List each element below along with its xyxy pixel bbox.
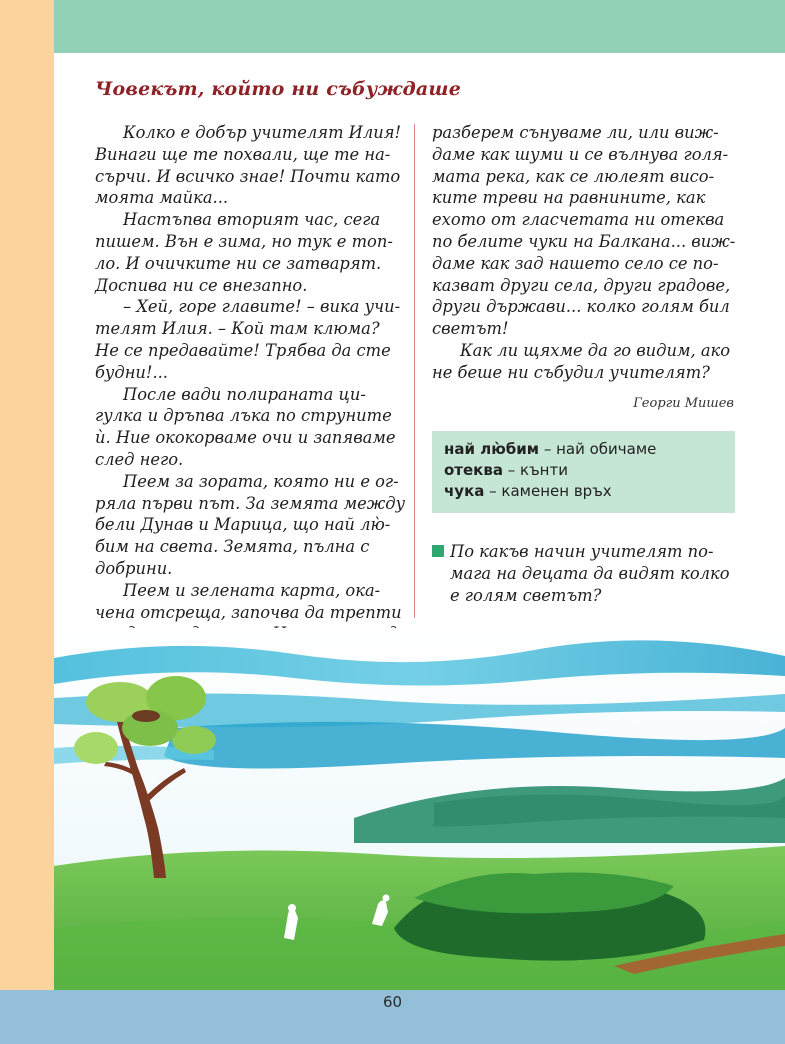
text-line: ряла първи път. За земята между	[95, 493, 406, 513]
text-line: даме как шуми и се вълнува голя-	[432, 144, 729, 164]
question-block	[432, 541, 735, 606]
text-line: моята майка...	[95, 188, 229, 208]
text-line: светът!	[432, 319, 509, 339]
text-line: гулка и дръпва лъка по струните	[95, 406, 392, 426]
text-line: по белите чуки на Балкана... виж-	[432, 231, 736, 251]
question-line: е голям светът?	[450, 585, 602, 605]
column-divider	[414, 124, 415, 618]
text-line: ло. И очичките ни се затварят.	[95, 253, 382, 273]
glossary-entry	[444, 481, 723, 502]
text-line: чена отсреща, започва да трепти	[95, 602, 402, 622]
text-line: Доспива ни се внезапно.	[95, 275, 308, 295]
text-line: пишем. Вън е зима, но тук е топ-	[95, 231, 393, 251]
landscape-illustration	[54, 628, 785, 990]
question-line: мага на децата да видят колко	[450, 563, 730, 583]
text-line: добрини.	[95, 558, 173, 578]
text-line: казват други села, други градове,	[432, 275, 731, 295]
text-line: После вади полираната ци-	[123, 384, 366, 404]
text-line: сърчи. И всичко знае! Почти като	[95, 166, 401, 186]
text-line: Настъпва вторият час, сега	[123, 210, 381, 230]
text-line: Как ли щяхме да го видим, ако	[460, 340, 731, 360]
text-column-right	[432, 122, 736, 384]
square-bullet-icon	[432, 545, 444, 557]
text-line: Пеем и зелената карта, ока-	[123, 580, 381, 600]
text-line: будни!...	[95, 362, 168, 382]
glossary-term: отеква	[444, 461, 503, 479]
text-line: след него.	[95, 449, 184, 469]
text-column-left	[95, 122, 406, 645]
text-line: Не се предавайте! Трябва да сте	[95, 340, 391, 360]
text-line: бели Дунав и Марица, що най лю̀-	[95, 515, 391, 535]
glossary-definition: – най обичаме	[539, 440, 657, 458]
glossary-term: най лю̀бим	[444, 440, 540, 458]
glossary-entry	[444, 460, 723, 481]
story-title: Човекът, който ни събуждаше	[95, 78, 462, 100]
glossary-term: чука	[444, 482, 485, 500]
glossary-definition: – кънти	[502, 461, 568, 479]
page-number: 60	[382, 993, 403, 1011]
text-line: ѝ. Ние ококорваме очи и запяваме	[95, 428, 396, 448]
question-line: По какъв начин учителят по-	[450, 542, 714, 561]
author-name: Георги Мишев	[633, 396, 734, 411]
glossary-box	[432, 431, 735, 513]
text-line: телят Илия. – Кой там клюма?	[95, 319, 380, 339]
text-line: мата река, как се люлеят висо-	[432, 166, 715, 186]
text-line: Пеем за зората, която ни е ог-	[123, 471, 399, 491]
text-line: други държави... колко голям бил	[432, 297, 730, 317]
text-line: Винаги ще те похвали, ще те на-	[95, 144, 391, 164]
text-line: разберем сънуваме ли, или виж-	[432, 123, 719, 142]
text-line: ките треви на равнините, как	[432, 188, 706, 208]
glossary-definition: – каменен връх	[484, 482, 612, 500]
text-line: – Хей, горе главите! – вика учи-	[123, 297, 401, 317]
text-line: Колко е добър учителят Илия!	[123, 123, 402, 142]
text-line: бим на света. Земята, пълна с	[95, 537, 370, 557]
text-line: ехото от гласчетата ни отеква	[432, 210, 725, 230]
text-line: даме как зад нашето село се по-	[432, 253, 719, 273]
glossary-entry	[444, 439, 723, 460]
left-margin-strip	[0, 0, 54, 990]
text-line: не беше ни събудил учителят?	[432, 362, 710, 382]
top-header-band	[54, 0, 785, 53]
